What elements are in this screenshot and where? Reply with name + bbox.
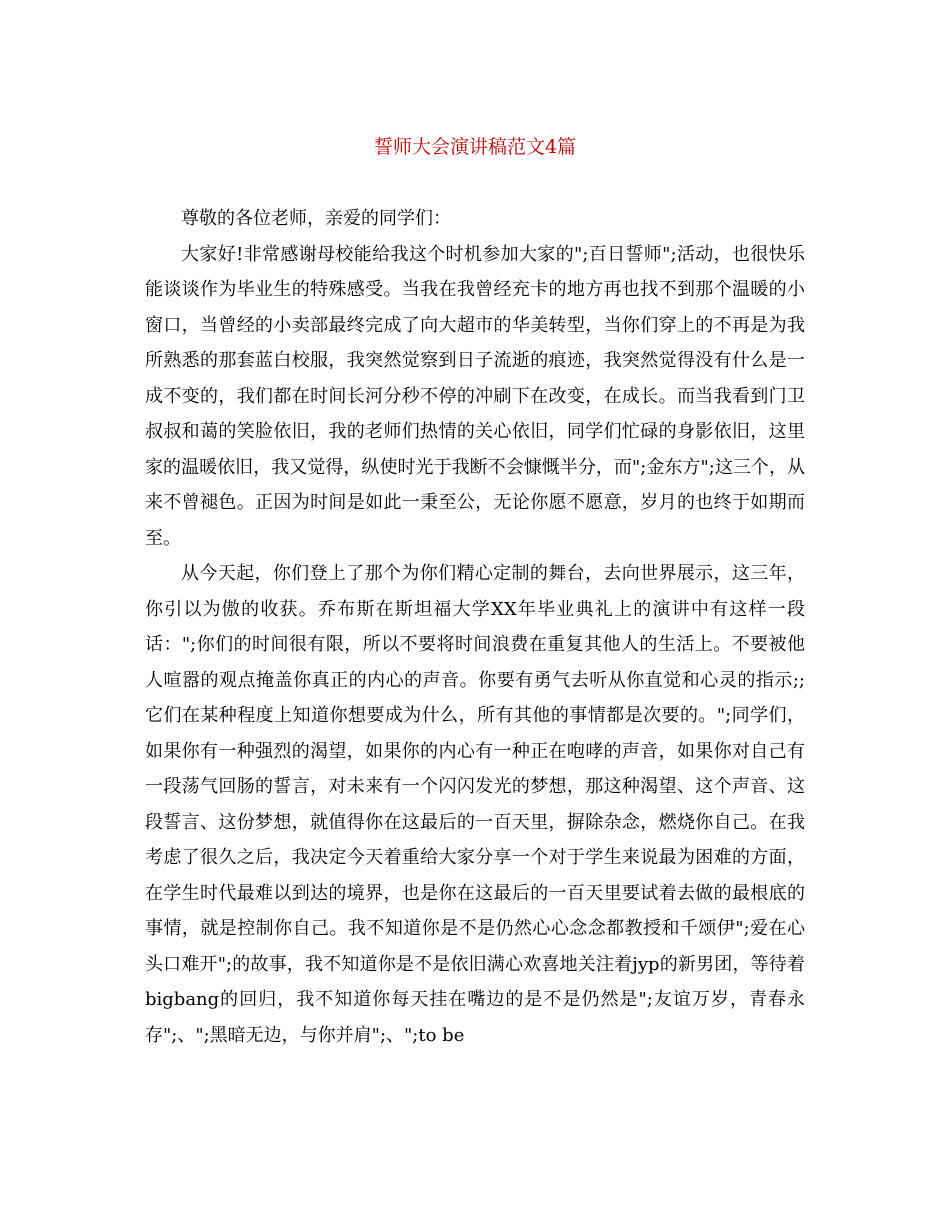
document-title: 誓师大会演讲稿范文4篇 <box>373 136 577 158</box>
paragraph-2: 从今天起，你们登上了那个为你们精心定制的舞台，去向世界展示，这三年，你引以为傲的收获。乔布斯在斯坦福大学XX年毕业典礼上的演讲中有这样一段话：";你们的时间很有限，所以不要将时间浪费在重复其他人的生活上。不要被他人喧嚣的观点掩盖你真正的内心的声音。你要有勇气去听从你直觉和心灵的指示;;它们在某种程度上知道你想要成为什么，所有其他的事情都是次要的。";同学们，如果你有一种强烈的渴望，如果你的内心有一种正在咆哮的声音，如果你对自己有一段荡气回肠的誓言，对未来有一个闪闪发光的梦想，那这种渴望、这个声音、这段誓言、这份梦想，就值得你在这最后的一百天里，摒除杂念，燃烧你自己。在我考虑了很久之后，我决定今天着重给大家分享一个对于学生来说最为困难的方面，在学生时代最难以到达的境界，也是你在这最后的一百天里要试着去做的最根底的事情，就是控制你自己。我不知道你是不是仍然心心念念都教授和千颂伊";爱在心头口难开";的故事，我不知道你是不是依旧满心欢喜地关注着jyp的新男团，等待着bigbang的回归，我不知道你每天挂在嘴边的是不是仍然是";友谊万岁，青春永存";、";黑暗无边，与你并肩";、";to be <box>145 563 805 1046</box>
document-body <box>145 201 805 1053</box>
paragraph-1: 大家好!非常感谢母校能给我这个时机参加大家的";百日誓师";活动，也很快乐能谈谈作为毕业生的特殊感受。当我在我曾经充卡的地方再也找不到那个温暖的小窗口，当曾经的小卖部最终完成了向大超市的华美转型，当你们穿上的不再是为我所熟悉的那套蓝白校服，我突然觉察到日子流逝的痕迹，我突然觉得没有什么是一成不变的，我们都在时间长河分秒不停的冲刷下在改变，在成长。而当我看到门卫叔叔和蔼的笑脸依旧，我的老师们热情的关心依旧，同学们忙碌的身影依旧，这里家的温暖依旧，我又觉得，纵使时光于我断不会慷慨半分，而";金东方";这三个，从来不曾褪色。正因为时间是如此一秉至公，无论你愿不愿意，岁月的也终于如期而至。 <box>145 243 805 549</box>
salutation: 尊敬的各位老师，亲爱的同学们： <box>181 208 451 229</box>
